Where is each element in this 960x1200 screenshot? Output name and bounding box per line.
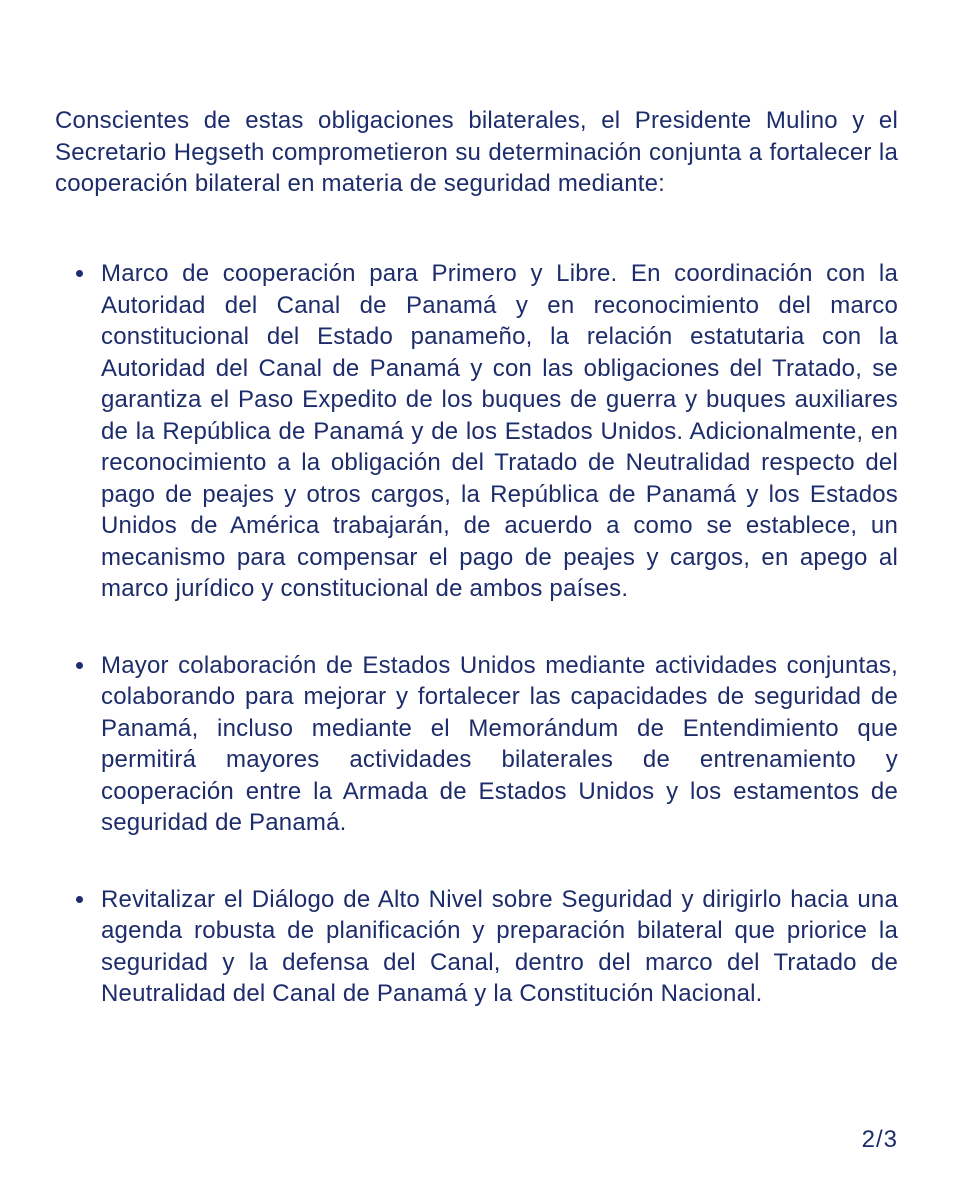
page-number: 2/3 [861, 1126, 898, 1153]
bullet-dot-icon [76, 662, 83, 669]
bullet-text: Marco de cooperación para Primero y Libre. En coordinación con la Autoridad del Canal de Panamá y en reconocimiento del marco constitucional del Estado panameño, la relación estatutaria con la Autoridad del Canal de Panamá y con las obligaciones del Tratado, se garantiza el Paso Expedito de los buques de guerra y buques auxiliares de la República de Panamá y de los Estados Unidos. Adicionalmente, en reconocimiento a la obligación del Tratado de Neutralidad respecto del pago de peajes y otros cargos, la República de Panamá y los Estados Unidos de América trabajarán, de acuerdo a como se establece, un mecanismo para compensar el pago de peajes y cargos, en apego al marco jurídico y constitucional de ambos países. [101, 260, 898, 602]
bullet-dot-icon [76, 896, 83, 903]
bullet-text: Mayor colaboración de Estados Unidos mediante actividades conjuntas, colaborando para mejorar y fortalecer las capacidades de seguridad de Panamá, incluso mediante el Memorándum de Entendimiento que permitirá mayores actividades bilaterales de entrenamiento y cooperación entre la Armada de Estados Unidos y los estamentos de seguridad de Panamá. [101, 651, 898, 836]
bullet-list [101, 258, 898, 1010]
bullet-dot-icon [76, 270, 83, 277]
bullet-item-us-collaboration [101, 650, 898, 839]
bullet-item-high-level-dialogue [101, 884, 898, 1010]
bullet-text: Revitalizar el Diálogo de Alto Nivel sobre Seguridad y dirigirlo hacia una agenda robusta de planificación y preparación bilateral que priorice la seguridad y la defensa del Canal, dentro del marco del Tratado de Neutralidad del Canal de Panamá y la Constitución Nacional. [101, 885, 898, 1007]
intro-paragraph: Conscientes de estas obligaciones bilaterales, el Presidente Mulino y el Secretario Hegseth comprometieron su determinación conjunta a fortalecer la cooperación bilateral en materia de seguridad mediante: [55, 107, 898, 197]
bullet-item-cooperation-framework [101, 258, 898, 605]
